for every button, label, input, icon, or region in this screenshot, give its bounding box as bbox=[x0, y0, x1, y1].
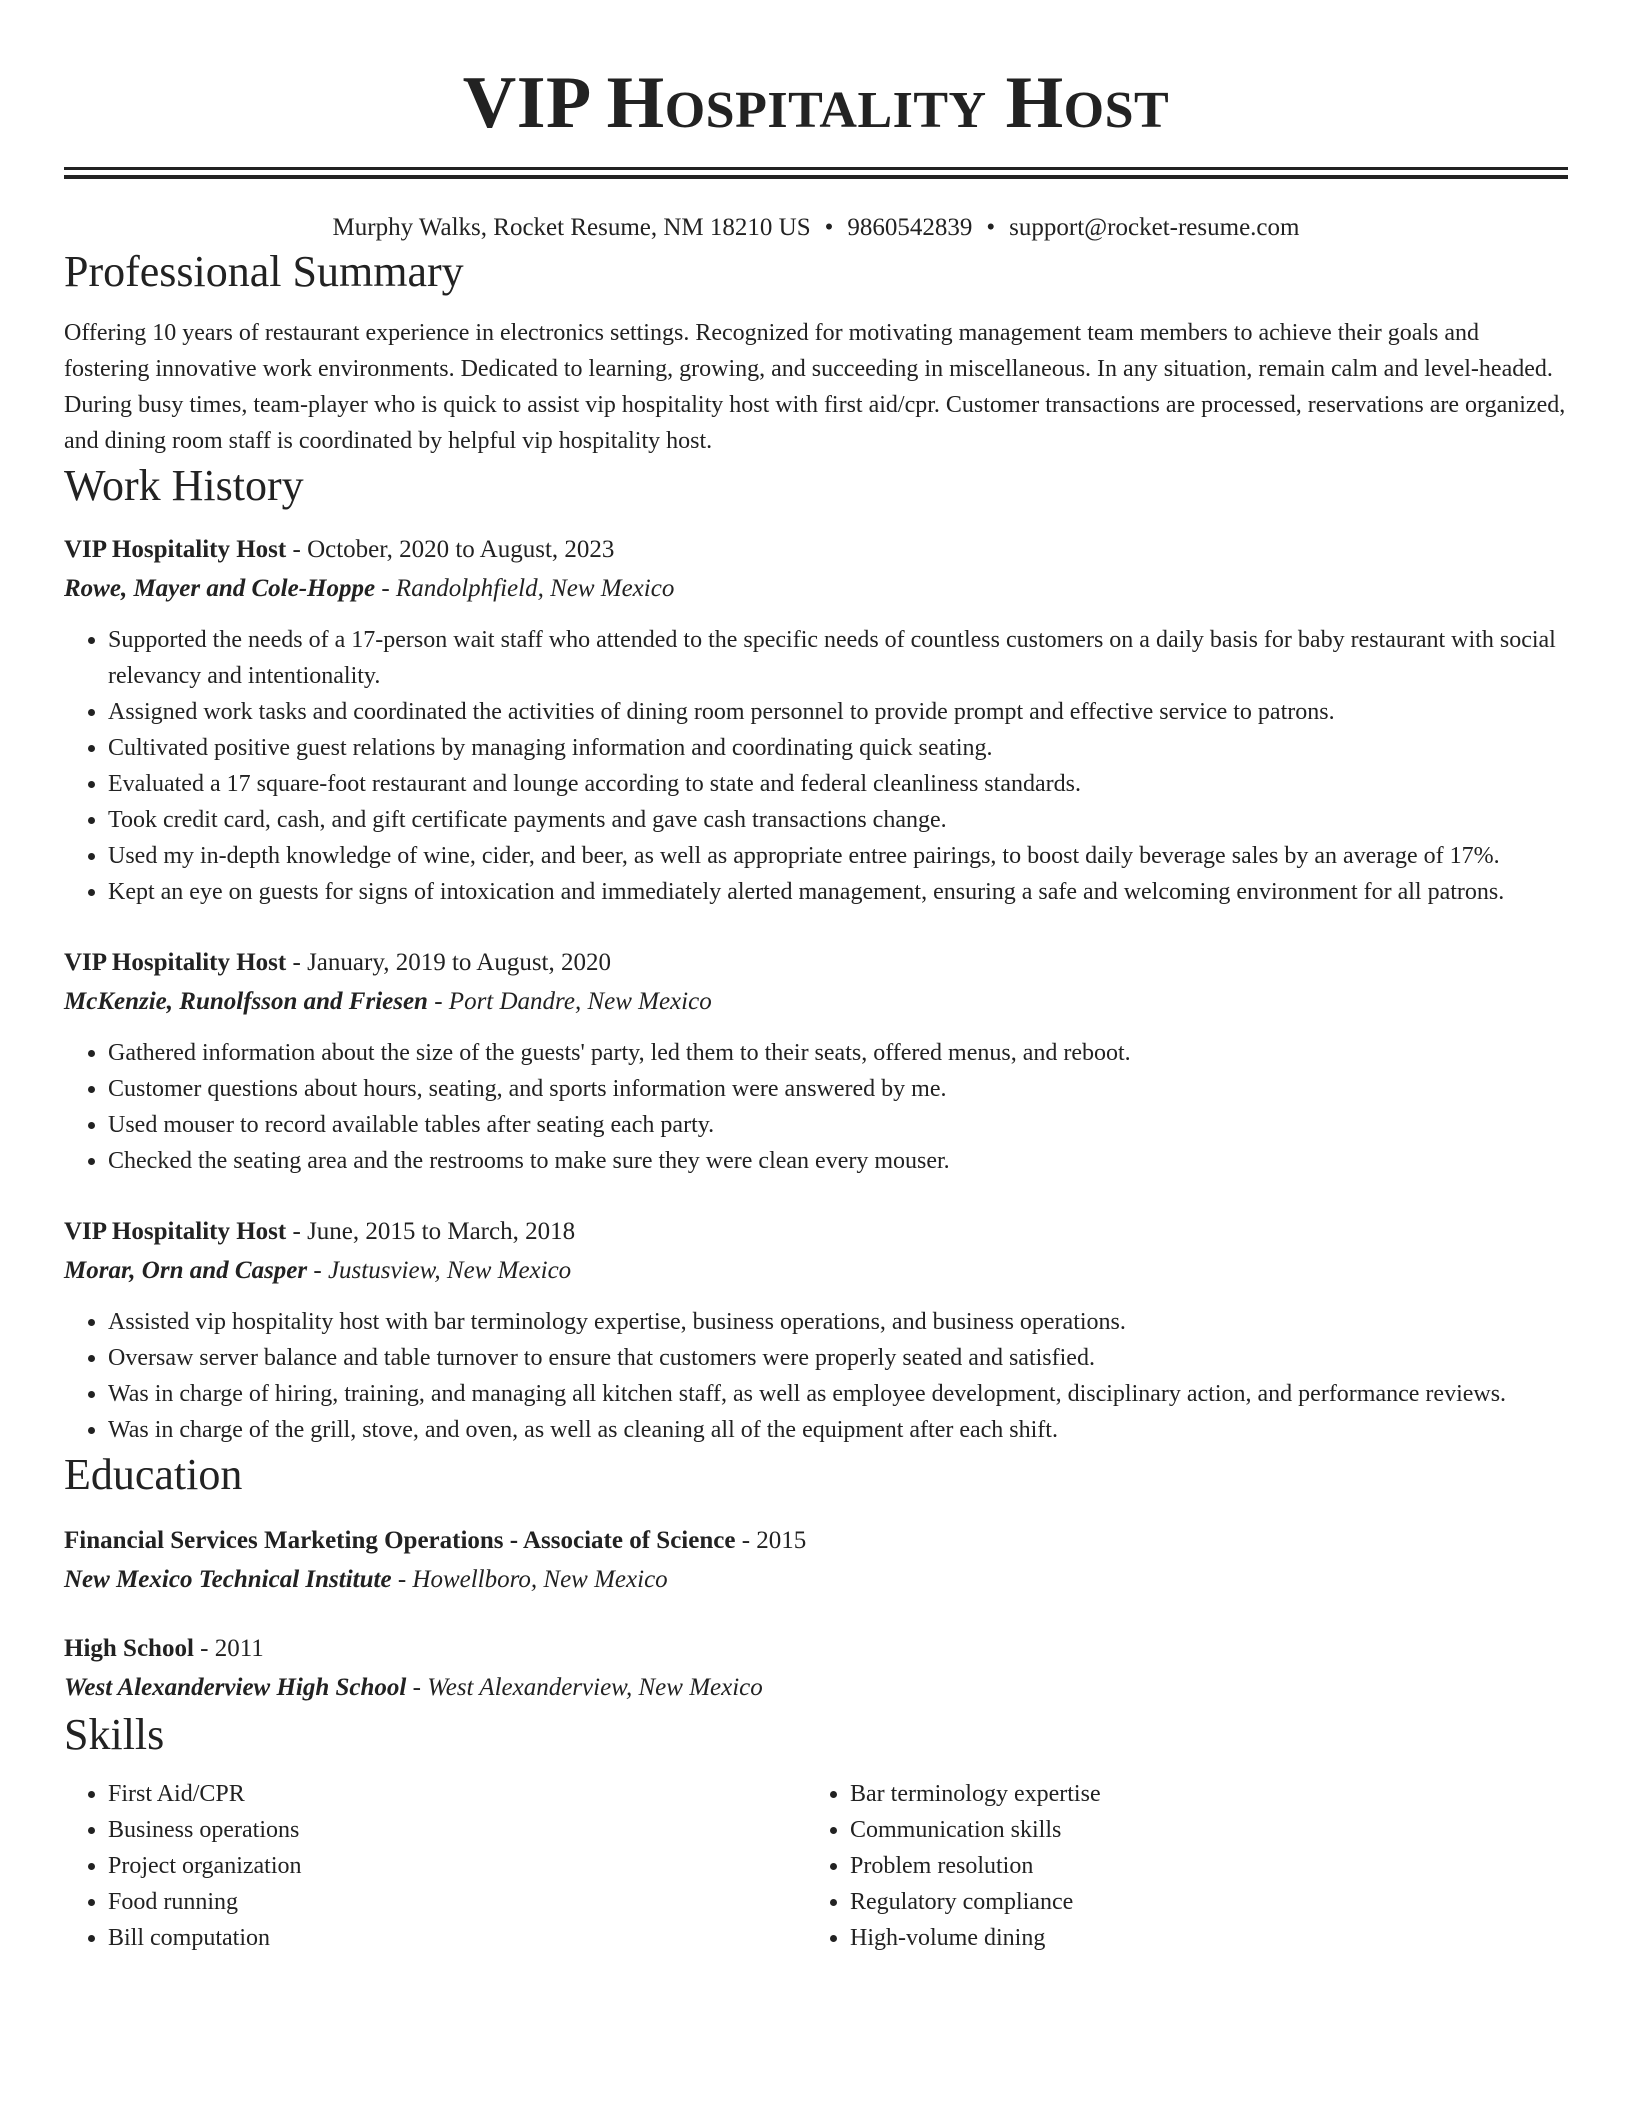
school-location: - West Alexanderview, New Mexico bbox=[406, 1674, 763, 1701]
education-entry bbox=[64, 1522, 1568, 1600]
job-bullet: • Oversaw server balance and table turnover to ensure that customers were properly seated and satisfied. bbox=[108, 1340, 1568, 1376]
skills-heading: Skills bbox=[64, 1710, 165, 1759]
job-bullet: • Cultivated positive guest relations by managing information and coordinating quick seating. bbox=[108, 730, 1568, 766]
job-bullet: • Gathered information about the size of the guests' party, led them to their seats, offered menus, and reboot. bbox=[108, 1035, 1568, 1071]
degree-line bbox=[64, 1630, 1568, 1668]
work-history-heading: Work History bbox=[64, 461, 304, 510]
contact-separator: • bbox=[986, 214, 996, 241]
degree-name: High School bbox=[64, 1635, 194, 1662]
job-bullet: • Was in charge of hiring, training, and managing all kitchen staff, as well as employee development, disciplinary action, and performance reviews. bbox=[108, 1376, 1568, 1412]
job-title-line bbox=[64, 531, 1568, 569]
skill-item: • Bill computation bbox=[108, 1920, 806, 1956]
job-title-line bbox=[64, 944, 1568, 982]
degree-line bbox=[64, 1522, 1568, 1560]
job-bullet: • Assisted vip hospitality host with bar terminology expertise, business operations, and business operations. bbox=[108, 1304, 1568, 1340]
contact-line bbox=[64, 211, 1568, 245]
employer-line bbox=[64, 569, 1568, 609]
skill-item: • Project organization bbox=[108, 1848, 806, 1884]
skills-right-list bbox=[806, 1776, 1568, 1956]
contact-separator: • bbox=[824, 214, 834, 241]
summary-text: Offering 10 years of restaurant experience in electronics settings. Recognized for motivating management team members to achieve their goals and fostering innovative work environments. Dedicated to learning, growing, and succeeding in miscellaneous. In any situation, remain calm and level-headed. During busy times, team-player who is quick to assist vip hospitality host with first aid/cpr. Customer transactions are processed, reservations are organized, and dining room staff is coordinated by helpful vip hospitality host. bbox=[64, 320, 1566, 454]
title-divider-thin bbox=[64, 175, 1568, 179]
summary-heading: Professional Summary bbox=[64, 247, 464, 296]
job-bullet: • Used my in-depth knowledge of wine, cider, and beer, as well as appropriate entree pairings, to boost daily beverage sales by an average of 17%. bbox=[108, 838, 1568, 874]
school-location: - Howellboro, New Mexico bbox=[391, 1566, 668, 1593]
title-divider-thick bbox=[64, 167, 1568, 170]
employer-name: Rowe, Mayer and Cole-Hoppe bbox=[64, 575, 376, 602]
skill-item: • Regulatory compliance bbox=[850, 1884, 1568, 1920]
job-bullet: • Used mouser to record available tables after seating each party. bbox=[108, 1107, 1568, 1143]
job-title: VIP Hospitality Host bbox=[64, 1218, 287, 1245]
job-bullets bbox=[64, 622, 1568, 910]
education-entry bbox=[64, 1630, 1568, 1708]
contact-email: support@rocket-resume.com bbox=[1009, 214, 1300, 241]
job-bullet: • Assigned work tasks and coordinated the activities of dining room personnel to provide prompt and effective service to patrons. bbox=[108, 694, 1568, 730]
job-entry bbox=[64, 944, 1568, 1179]
job-bullets bbox=[64, 1304, 1568, 1448]
job-title: VIP Hospitality Host bbox=[64, 536, 287, 563]
employer-name: Morar, Orn and Casper bbox=[64, 1257, 308, 1284]
skill-item: • Bar terminology expertise bbox=[850, 1776, 1568, 1812]
education-heading: Education bbox=[64, 1450, 243, 1499]
skill-item: • Problem resolution bbox=[850, 1848, 1568, 1884]
skills-left-list bbox=[64, 1776, 806, 1956]
job-bullet: • Kept an eye on guests for signs of intoxication and immediately alerted management, ensuring a safe and welcoming environment for all patrons. bbox=[108, 874, 1568, 910]
job-dates: - October, 2020 to August, 2023 bbox=[286, 536, 615, 563]
job-bullet: • Evaluated a 17 square-foot restaurant and lounge according to state and federal cleanliness standards. bbox=[108, 766, 1568, 802]
job-bullet: • Supported the needs of a 17-person wait staff who attended to the specific needs of countless customers on a daily basis for baby restaurant with social relevancy and intentionality. bbox=[108, 622, 1568, 694]
contact-address: Murphy Walks, Rocket Resume, NM 18210 US bbox=[332, 214, 811, 241]
degree-year: - 2015 bbox=[735, 1527, 807, 1554]
degree-year: - 2011 bbox=[193, 1635, 264, 1662]
skill-item: • First Aid/CPR bbox=[108, 1776, 806, 1812]
job-dates: - June, 2015 to March, 2018 bbox=[286, 1218, 576, 1245]
employer-line bbox=[64, 1251, 1568, 1291]
skill-item: • Communication skills bbox=[850, 1812, 1568, 1848]
school-line bbox=[64, 1560, 1568, 1600]
job-entry bbox=[64, 1213, 1568, 1448]
degree-name: Financial Services Marketing Operations - Associate of Science bbox=[64, 1527, 736, 1554]
school-line bbox=[64, 1668, 1568, 1708]
job-bullet: • Checked the seating area and the restrooms to make sure they were clean every mouser. bbox=[108, 1143, 1568, 1179]
resume-title: VIP Hospitality Host bbox=[462, 62, 1170, 144]
employer-name: McKenzie, Runolfsson and Friesen bbox=[64, 988, 428, 1015]
skill-item: • High-volume dining bbox=[850, 1920, 1568, 1956]
job-bullet: • Customer questions about hours, seating, and sports information were answered by me. bbox=[108, 1071, 1568, 1107]
school-name: West Alexanderview High School bbox=[64, 1674, 407, 1701]
contact-phone: 9860542839 bbox=[847, 214, 973, 241]
skill-item: • Food running bbox=[108, 1884, 806, 1920]
job-title: VIP Hospitality Host bbox=[64, 949, 287, 976]
job-bullet: • Took credit card, cash, and gift certificate payments and gave cash transactions change. bbox=[108, 802, 1568, 838]
job-dates: - January, 2019 to August, 2020 bbox=[286, 949, 611, 976]
employer-location: - Justusview, New Mexico bbox=[307, 1257, 572, 1284]
job-bullets bbox=[64, 1035, 1568, 1179]
employer-location: - Randolphfield, New Mexico bbox=[375, 575, 675, 602]
employer-line bbox=[64, 982, 1568, 1022]
employer-location: - Port Dandre, New Mexico bbox=[427, 988, 712, 1015]
skills-columns bbox=[64, 1776, 1568, 1956]
job-title-line bbox=[64, 1213, 1568, 1251]
skill-item: • Business operations bbox=[108, 1812, 806, 1848]
job-bullet: • Was in charge of the grill, stove, and oven, as well as cleaning all of the equipment after each shift. bbox=[108, 1412, 1568, 1448]
job-entry bbox=[64, 531, 1568, 910]
school-name: New Mexico Technical Institute bbox=[64, 1566, 392, 1593]
